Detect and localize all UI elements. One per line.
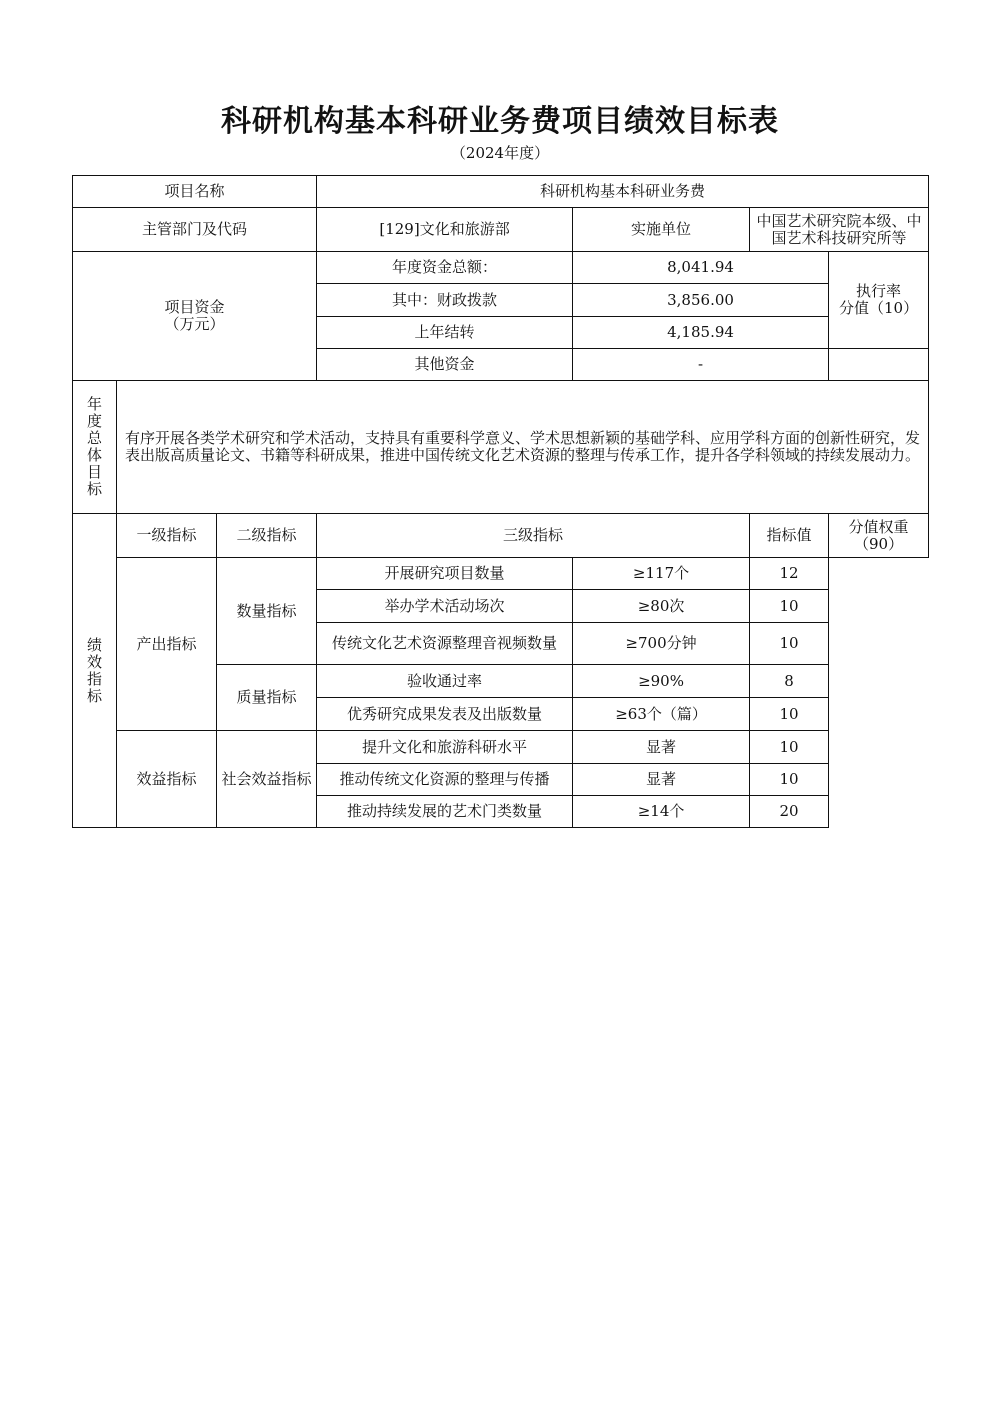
- level2-quantity: 数量指标: [217, 558, 317, 665]
- funds-total-label: 年度资金总额：: [317, 252, 573, 284]
- level2-social-benefit: 社会效益指标: [217, 731, 317, 828]
- empty-cell: [829, 349, 929, 381]
- level3-indicator: 推动持续发展的艺术门类数量: [317, 796, 573, 828]
- document-year: （2024年度）: [450, 144, 550, 162]
- level2-quality: 质量指标: [217, 665, 317, 731]
- indicator-weight: 10: [750, 698, 829, 731]
- indicator-row: [73, 558, 929, 590]
- performance-table: [72, 175, 929, 828]
- annual-goal-row: [73, 381, 929, 514]
- department-value: [129]文化和旅游部: [317, 208, 573, 252]
- funds-fiscal-value: 3,856.00: [573, 284, 829, 317]
- header-value: 指标值: [750, 514, 829, 558]
- project-name-label: 项目名称: [73, 176, 317, 208]
- level1-output: 产出指标: [117, 558, 217, 731]
- indicator-weight: 8: [750, 665, 829, 698]
- indicator-weight: 10: [750, 623, 829, 665]
- level3-indicator: 传统文化艺术资源整理音视频数量: [317, 623, 573, 665]
- level3-indicator: 验收通过率: [317, 665, 573, 698]
- level3-indicator: 推动传统文化资源的整理与传播: [317, 764, 573, 796]
- indicator-weight: 20: [750, 796, 829, 828]
- indicators-label-text: 绩效指标: [86, 635, 102, 705]
- funds-label: [73, 252, 317, 381]
- execution-rate-line2: 分值（10）: [839, 299, 919, 317]
- funds-row: [73, 252, 929, 284]
- annual-goal-label-text: 年度总体目标: [86, 395, 102, 498]
- funds-total-value: 8,041.94: [573, 252, 829, 284]
- department-label: 主管部门及代码: [73, 208, 317, 252]
- funds-carryover-label: 上年结转: [317, 317, 573, 349]
- annual-goal-text: 有序开展各类学术研究和学术活动，支持具有重要科学意义、学术思想新颖的基础学科、应用学科方面的创新性研究，发表出版高质量论文、书籍等科研成果，推进中国传统文化艺术资源的整理与传承工作，提升各学科领域的持续发展动力。: [117, 381, 929, 514]
- project-name-value: 科研机构基本科研业务费: [317, 176, 929, 208]
- header-weight-line2: （90）: [854, 534, 904, 553]
- indicator-value: ≥117个: [573, 558, 750, 590]
- execution-rate-cell: [829, 252, 929, 349]
- header-level3: 三级指标: [317, 514, 750, 558]
- indicator-value: ≥63个（篇）: [573, 698, 750, 731]
- level1-benefit: 效益指标: [117, 731, 217, 828]
- funds-label-line2: （万元）: [164, 315, 225, 333]
- implementer-label: 实施单位: [573, 208, 750, 252]
- level3-indicator: 举办学术活动场次: [317, 590, 573, 623]
- header-weight-line1: 分值权重: [848, 517, 909, 536]
- header-weight: [829, 514, 929, 558]
- level3-indicator: 提升文化和旅游科研水平: [317, 731, 573, 764]
- funds-carryover-value: 4,185.94: [573, 317, 829, 349]
- funds-label-line1: 项目资金: [164, 298, 225, 316]
- indicators-label: [73, 514, 117, 828]
- indicator-weight: 12: [750, 558, 829, 590]
- level3-indicator: 开展研究项目数量: [317, 558, 573, 590]
- indicator-value: ≥90%: [573, 665, 750, 698]
- indicator-weight: 10: [750, 590, 829, 623]
- department-row: [73, 208, 929, 252]
- indicator-header-row: [73, 514, 929, 558]
- project-name-row: [73, 176, 929, 208]
- indicator-value: ≥80次: [573, 590, 750, 623]
- header-level1: 一级指标: [117, 514, 217, 558]
- indicator-weight: 10: [750, 764, 829, 796]
- indicator-value: 显著: [573, 731, 750, 764]
- implementer-value: 中国艺术研究院本级、中国艺术科技研究所等: [750, 208, 929, 252]
- annual-goal-label: [73, 381, 117, 514]
- indicator-row: [73, 731, 929, 764]
- funds-fiscal-label: 其中：财政拨款: [317, 284, 573, 317]
- document-title: 科研机构基本科研业务费项目绩效目标表: [221, 104, 779, 139]
- execution-rate-line1: 执行率: [856, 282, 902, 300]
- header-level2: 二级指标: [217, 514, 317, 558]
- level3-indicator: 优秀研究成果发表及出版数量: [317, 698, 573, 731]
- indicator-weight: 10: [750, 731, 829, 764]
- indicator-value: ≥700分钟: [573, 623, 750, 665]
- indicator-value: ≥14个: [573, 796, 750, 828]
- indicator-value: 显著: [573, 764, 750, 796]
- funds-other-label: 其他资金: [317, 349, 573, 381]
- funds-other-value: -: [573, 349, 829, 381]
